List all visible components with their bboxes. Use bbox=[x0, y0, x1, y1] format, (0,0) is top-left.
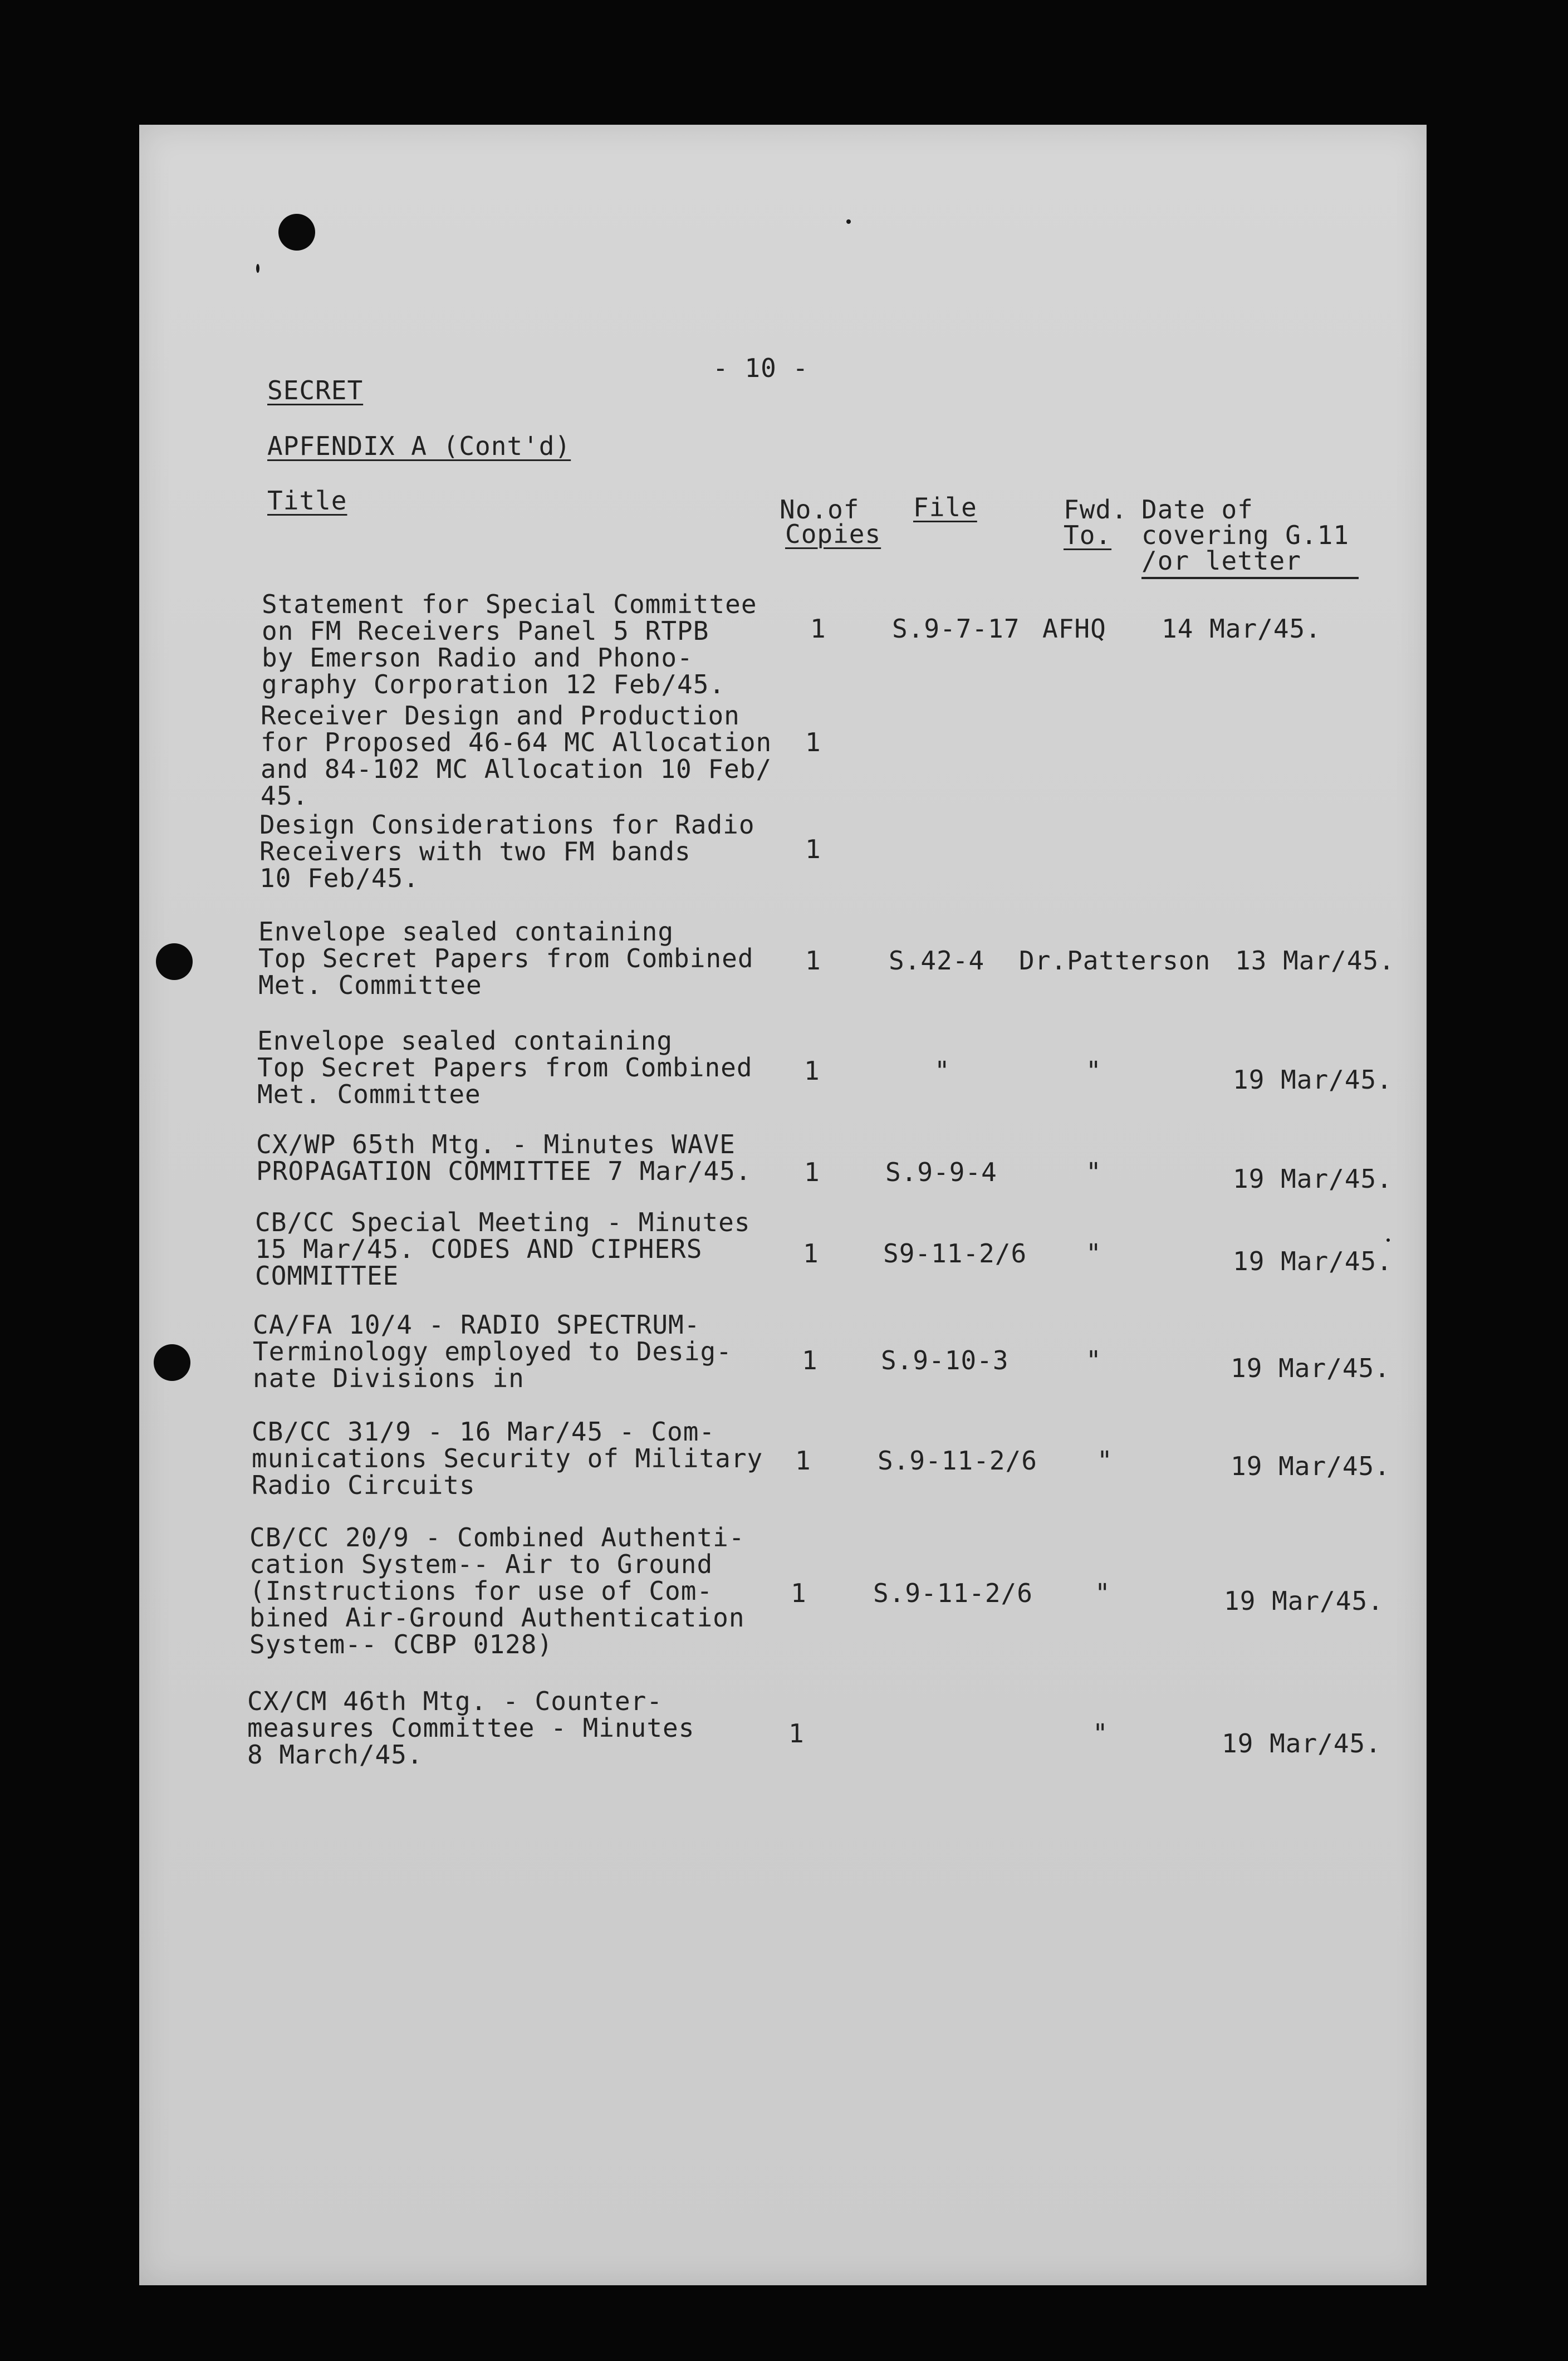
entry-title-line: CA/FA 10/4 - RADIO SPECTRUM- bbox=[253, 1310, 700, 1340]
entry-title-line: CX/WP 65th Mtg. - Minutes WAVE bbox=[256, 1129, 736, 1159]
entry-title-line: 10 Feb/45. bbox=[259, 863, 419, 893]
column-header-fwd-1: Fwd. bbox=[1064, 494, 1128, 525]
entry-title-line: on FM Receivers Panel 5 RTPB bbox=[262, 616, 709, 646]
classification-marking: SECRET bbox=[267, 375, 364, 405]
entry-fwd: " bbox=[1086, 1157, 1102, 1187]
entry-copies: 1 bbox=[802, 1345, 818, 1375]
entry-copies: 1 bbox=[795, 1446, 811, 1476]
punch-hole-lower bbox=[154, 1344, 190, 1381]
entry-fwd: " bbox=[1095, 1578, 1111, 1608]
entry-file: S.42-4 bbox=[889, 946, 985, 976]
entry-title-line: Statement for Special Committee bbox=[262, 589, 757, 619]
entry-title-line: Design Considerations for Radio bbox=[259, 810, 755, 840]
punch-hole-top bbox=[278, 214, 315, 251]
entry-title-line: Terminology employed to Desig- bbox=[253, 1336, 732, 1366]
column-header-date-1: Date of bbox=[1141, 494, 1253, 525]
entry-file: S.9-10-3 bbox=[881, 1345, 1009, 1375]
entry-title-line: (Instructions for use of Com- bbox=[249, 1576, 713, 1606]
column-header-title: Title bbox=[267, 486, 347, 516]
entry-title-line: Top Secret Papers from Combined bbox=[257, 1052, 753, 1082]
entry-title-line: Receivers with two FM bands bbox=[259, 836, 691, 866]
entry-file: S.9-11-2/6 bbox=[878, 1446, 1037, 1476]
entry-title-line: Envelope sealed containing bbox=[258, 917, 674, 947]
entry-date: 19 Mar/45. bbox=[1233, 1164, 1393, 1194]
entry-fwd: " bbox=[1086, 1238, 1102, 1268]
entry-title-line: Top Secret Papers from Combined bbox=[258, 943, 754, 973]
entry-title-line: Met. Committee bbox=[257, 1079, 481, 1109]
entry-file: S.9-9-4 bbox=[885, 1157, 997, 1187]
speck-2 bbox=[846, 219, 851, 224]
entry-title-line: COMMITTEE bbox=[255, 1261, 399, 1291]
entry-copies: 1 bbox=[804, 1056, 820, 1086]
entry-file: S9-11-2/6 bbox=[883, 1238, 1027, 1268]
entry-title-line: nate Divisions in bbox=[253, 1363, 525, 1393]
entry-copies: 1 bbox=[791, 1578, 807, 1608]
entry-title-line: bined Air-Ground Authentication bbox=[249, 1603, 745, 1633]
entry-title-line: System-- CCBP 0128) bbox=[249, 1629, 553, 1659]
speck-3 bbox=[1386, 1238, 1390, 1242]
column-header-date-3: /or letter bbox=[1141, 546, 1301, 576]
punch-hole-middle bbox=[156, 943, 193, 980]
entry-date: 19 Mar/45. bbox=[1222, 1728, 1381, 1758]
entry-file: S.9-11-2/6 bbox=[873, 1578, 1033, 1608]
entry-date: 19 Mar/45. bbox=[1224, 1586, 1384, 1616]
entry-copies: 1 bbox=[803, 1238, 819, 1268]
entry-title-line: CX/CM 46th Mtg. - Counter- bbox=[247, 1686, 663, 1716]
entry-title-line: for Proposed 46-64 MC Allocation bbox=[261, 727, 772, 757]
entry-title-line: by Emerson Radio and Phono- bbox=[262, 643, 693, 673]
column-header-fwd-2: To. bbox=[1064, 520, 1112, 550]
entry-fwd: Dr.Patterson bbox=[1019, 946, 1211, 976]
entry-fwd: " bbox=[1097, 1446, 1113, 1476]
column-header-copies-2: Copies bbox=[785, 519, 881, 549]
column-header-copies-1: No.of bbox=[780, 494, 860, 525]
entry-title-line: munications Security of Military bbox=[252, 1443, 763, 1473]
entry-file: " bbox=[934, 1056, 950, 1086]
entry-date: 13 Mar/45. bbox=[1235, 946, 1395, 976]
entry-copies: 1 bbox=[805, 946, 821, 976]
entry-fwd: " bbox=[1086, 1345, 1102, 1375]
entry-copies: 1 bbox=[805, 834, 821, 864]
entry-title-line: Receiver Design and Production bbox=[261, 701, 740, 731]
entry-title-line: Met. Committee bbox=[258, 970, 482, 1000]
entry-title-line: Envelope sealed containing bbox=[257, 1026, 673, 1056]
entry-copies: 1 bbox=[805, 727, 821, 757]
entry-date: 19 Mar/45. bbox=[1231, 1353, 1390, 1383]
entry-date: 14 Mar/45. bbox=[1162, 614, 1321, 644]
entry-title-line: measures Committee - Minutes bbox=[247, 1713, 695, 1743]
entry-title-line: and 84-102 MC Allocation 10 Feb/ bbox=[261, 754, 772, 784]
column-header-date-2: covering G.11 bbox=[1141, 520, 1350, 550]
speck-1 bbox=[256, 264, 259, 273]
entry-title-line: 45. bbox=[261, 781, 309, 811]
column-header-date-rule bbox=[1141, 577, 1359, 579]
entry-title-line: cation System-- Air to Ground bbox=[249, 1549, 713, 1579]
entry-file: S.9-7-17 bbox=[892, 614, 1020, 644]
entry-title-line: 8 March/45. bbox=[247, 1740, 423, 1770]
page-number: - 10 - bbox=[713, 353, 809, 383]
entry-fwd: " bbox=[1086, 1056, 1102, 1086]
entry-title-line: CB/CC 31/9 - 16 Mar/45 - Com- bbox=[252, 1417, 716, 1447]
entry-fwd: " bbox=[1092, 1718, 1109, 1748]
entry-title-line: Radio Circuits bbox=[252, 1470, 476, 1500]
entry-date: 19 Mar/45. bbox=[1231, 1451, 1390, 1481]
document-page bbox=[139, 125, 1427, 2285]
entry-fwd: AFHQ bbox=[1042, 614, 1106, 644]
entry-copies: 1 bbox=[810, 614, 826, 644]
entry-date: 19 Mar/45. bbox=[1233, 1065, 1393, 1095]
entry-title-line: PROPAGATION COMMITTEE 7 Mar/45. bbox=[256, 1156, 752, 1186]
entry-title-line: CB/CC Special Meeting - Minutes bbox=[255, 1207, 751, 1237]
entry-copies: 1 bbox=[804, 1157, 820, 1187]
entry-date: 19 Mar/45. bbox=[1233, 1246, 1393, 1276]
entry-copies: 1 bbox=[788, 1718, 805, 1748]
appendix-heading: APFENDIX A (Cont'd) bbox=[267, 431, 571, 461]
column-header-file: File bbox=[913, 492, 977, 522]
entry-title-line: 15 Mar/45. CODES AND CIPHERS bbox=[255, 1234, 703, 1264]
entry-title-line: graphy Corporation 12 Feb/45. bbox=[262, 669, 726, 699]
entry-title-line: CB/CC 20/9 - Combined Authenti- bbox=[249, 1522, 745, 1552]
